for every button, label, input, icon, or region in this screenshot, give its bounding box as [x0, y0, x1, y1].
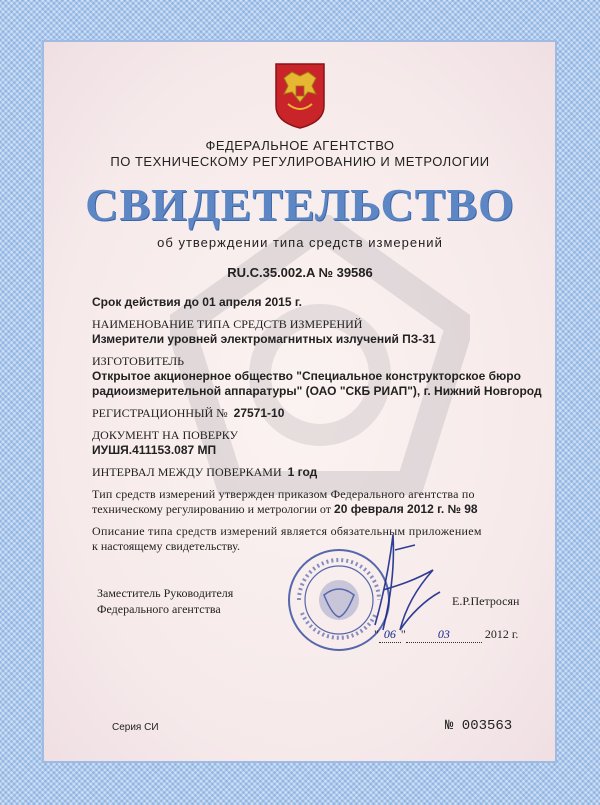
instrument-value: Измерители уровней электромагнитных излучений ПЗ-31: [92, 332, 436, 346]
manufacturer-line-2: радиоизмерительной аппаратуры" (ОАО "СКБ РИАП"), г. Нижний Новгород: [92, 384, 542, 398]
approval-order: 20 февраля 2012 г. № 98: [334, 502, 478, 516]
validity-row: [92, 295, 302, 309]
agency-line-1: ФЕДЕРАЛЬНОЕ АГЕНТСТВО: [205, 138, 395, 153]
coat-of-arms-icon: [274, 62, 326, 130]
date-close-quote: ": [400, 627, 406, 641]
registration-value: 27571-10: [233, 406, 285, 420]
interval-row: [92, 465, 317, 480]
signatory-title-1: Заместитель Руководителя: [97, 586, 234, 600]
form-number: № 003563: [445, 718, 513, 734]
manufacturer-label: ИЗГОТОВИТЕЛЬ: [92, 354, 185, 368]
issue-date: [374, 627, 518, 643]
verification-doc-label: ДОКУМЕНТ НА ПОВЕРКУ: [92, 428, 239, 442]
signatory-title-2: Федерального агентства: [97, 602, 221, 616]
approval-line-2-text: техническому регулированию и метрологии от: [92, 502, 332, 516]
date-day: 06: [379, 627, 401, 643]
verification-doc-value: ИУШЯ.411153.087 МП: [92, 443, 217, 457]
description-line-1: Описание типа средств измерений является обязательным приложением: [92, 524, 482, 538]
registration-label: РЕГИСТРАЦИОННЫЙ №: [92, 406, 228, 420]
signatory-name: Е.Р.Петросян: [452, 594, 520, 608]
validity-value: 01 апреля 2015 г.: [202, 295, 302, 309]
registration-row: [92, 406, 284, 421]
date-open-quote: ": [374, 627, 379, 641]
signature: [355, 530, 445, 640]
validity-label: Срок действия до: [92, 295, 199, 309]
certificate-subtitle: об утверждении типа средств измерений: [157, 235, 443, 250]
instrument-label: НАИМЕНОВАНИЕ ТИПА СРЕДСТВ ИЗМЕРЕНИЙ: [92, 317, 363, 331]
date-year: 2012 г.: [484, 627, 519, 641]
series-label: Серия СИ: [112, 722, 159, 733]
approval-line-1: Тип средств измерений утвержден приказом Федерального агентства по: [92, 487, 475, 501]
approval-line-2: [92, 502, 478, 517]
description-line-2: к настоящему свидетельству.: [92, 539, 240, 553]
manufacturer-line-1: Открытое акционерное общество "Специальное конструкторское бюро: [92, 369, 521, 383]
interval-label: ИНТЕРВАЛ МЕЖДУ ПОВЕРКАМИ: [92, 465, 282, 479]
agency-line-2: ПО ТЕХНИЧЕСКОМУ РЕГУЛИРОВАНИЮ И МЕТРОЛОГИИ: [110, 154, 490, 169]
interval-value: 1 год: [287, 465, 318, 479]
date-month: 03: [406, 627, 482, 643]
certificate-number: RU.C.35.002.A № 39586: [227, 265, 373, 280]
certificate-title: СВИДЕТЕЛЬСТВО: [85, 179, 515, 230]
